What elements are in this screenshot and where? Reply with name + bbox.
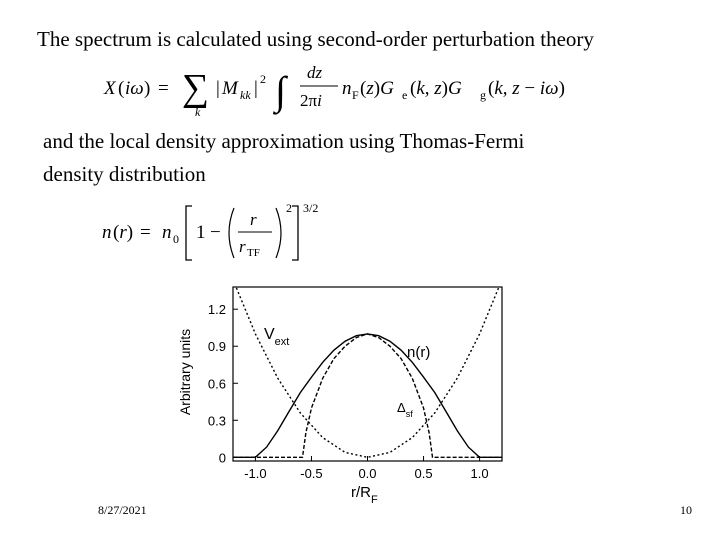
series-label: $\Delta_{sf}$ <box>397 400 413 419</box>
x-tick-label: 0.0 <box>358 466 377 481</box>
svg-text:2: 2 <box>260 72 266 86</box>
y-tick-label: 1.2 <box>207 302 226 318</box>
svg-text:TF: TF <box>247 247 260 259</box>
svg-text:M: M <box>222 78 238 99</box>
svg-text:F: F <box>352 88 359 102</box>
series-line-nr <box>233 334 502 457</box>
svg-text:|: | <box>216 78 220 99</box>
x-axis-label: $r/R_F$ <box>351 484 378 506</box>
svg-text:g: g <box>480 88 486 102</box>
svg-text:0: 0 <box>173 232 179 246</box>
x-tick-label: -0.5 <box>300 466 323 481</box>
series-line-sf <box>233 334 502 457</box>
x-tick-label: 1.0 <box>470 466 489 481</box>
svg-text:=: = <box>140 222 151 243</box>
footer-date: 8/27/2021 <box>98 503 147 517</box>
y-tick-label: 0.6 <box>207 376 226 392</box>
svg-text:X: X <box>104 78 116 99</box>
svg-text:(: ( <box>118 78 125 99</box>
svg-text:2: 2 <box>286 201 292 215</box>
svg-text:(k, z − iω): (k, z − iω) <box>488 78 565 99</box>
series-label: $V_{ext}$ <box>264 326 290 348</box>
svg-text:(k, z)G: (k, z)G <box>410 78 462 99</box>
svg-text:n: n <box>342 78 352 99</box>
svg-text:(r): (r) <box>113 222 134 243</box>
svg-text:kk: kk <box>240 88 251 102</box>
series-line-vext <box>233 280 502 458</box>
svg-text:∫: ∫ <box>275 68 286 113</box>
footer-page-number: 10 <box>680 503 692 517</box>
y-tick-label: 0 <box>218 450 226 466</box>
x-tick-label: 0.5 <box>414 466 433 481</box>
lda-text-line1: and the local density approximation using Thomas-Fermi <box>43 129 525 153</box>
svg-text:n: n <box>162 222 172 243</box>
svg-text:e: e <box>402 88 408 102</box>
svg-text:k: k <box>195 105 201 119</box>
svg-text:): ) <box>144 78 151 99</box>
intro-text: The spectrum is calculated using second-order perturbation theory <box>37 27 594 51</box>
y-tick-label: 0.9 <box>207 339 226 355</box>
svg-text:r: r <box>239 237 246 256</box>
svg-text:iω: iω <box>125 78 144 99</box>
svg-text:∑: ∑ <box>182 67 210 109</box>
svg-text:r: r <box>250 210 257 229</box>
svg-text:3/2: 3/2 <box>303 201 319 215</box>
svg-text:n: n <box>102 222 112 243</box>
svg-text:2πi: 2πi <box>300 91 322 110</box>
svg-text:1: 1 <box>196 222 206 243</box>
svg-text:−: − <box>210 222 221 243</box>
y-axis-label: Arbitrary units <box>177 328 193 416</box>
lda-text-line2: density distribution <box>43 162 206 186</box>
plot-frame <box>233 287 502 461</box>
svg-text:|: | <box>254 78 258 99</box>
svg-text:dz: dz <box>307 63 323 82</box>
series-label: n(r) <box>407 344 431 361</box>
x-tick-label: -1.0 <box>244 466 267 481</box>
svg-text:=: = <box>158 78 169 99</box>
y-tick-label: 0.3 <box>207 413 226 429</box>
svg-text:(z)G: (z)G <box>360 78 394 99</box>
